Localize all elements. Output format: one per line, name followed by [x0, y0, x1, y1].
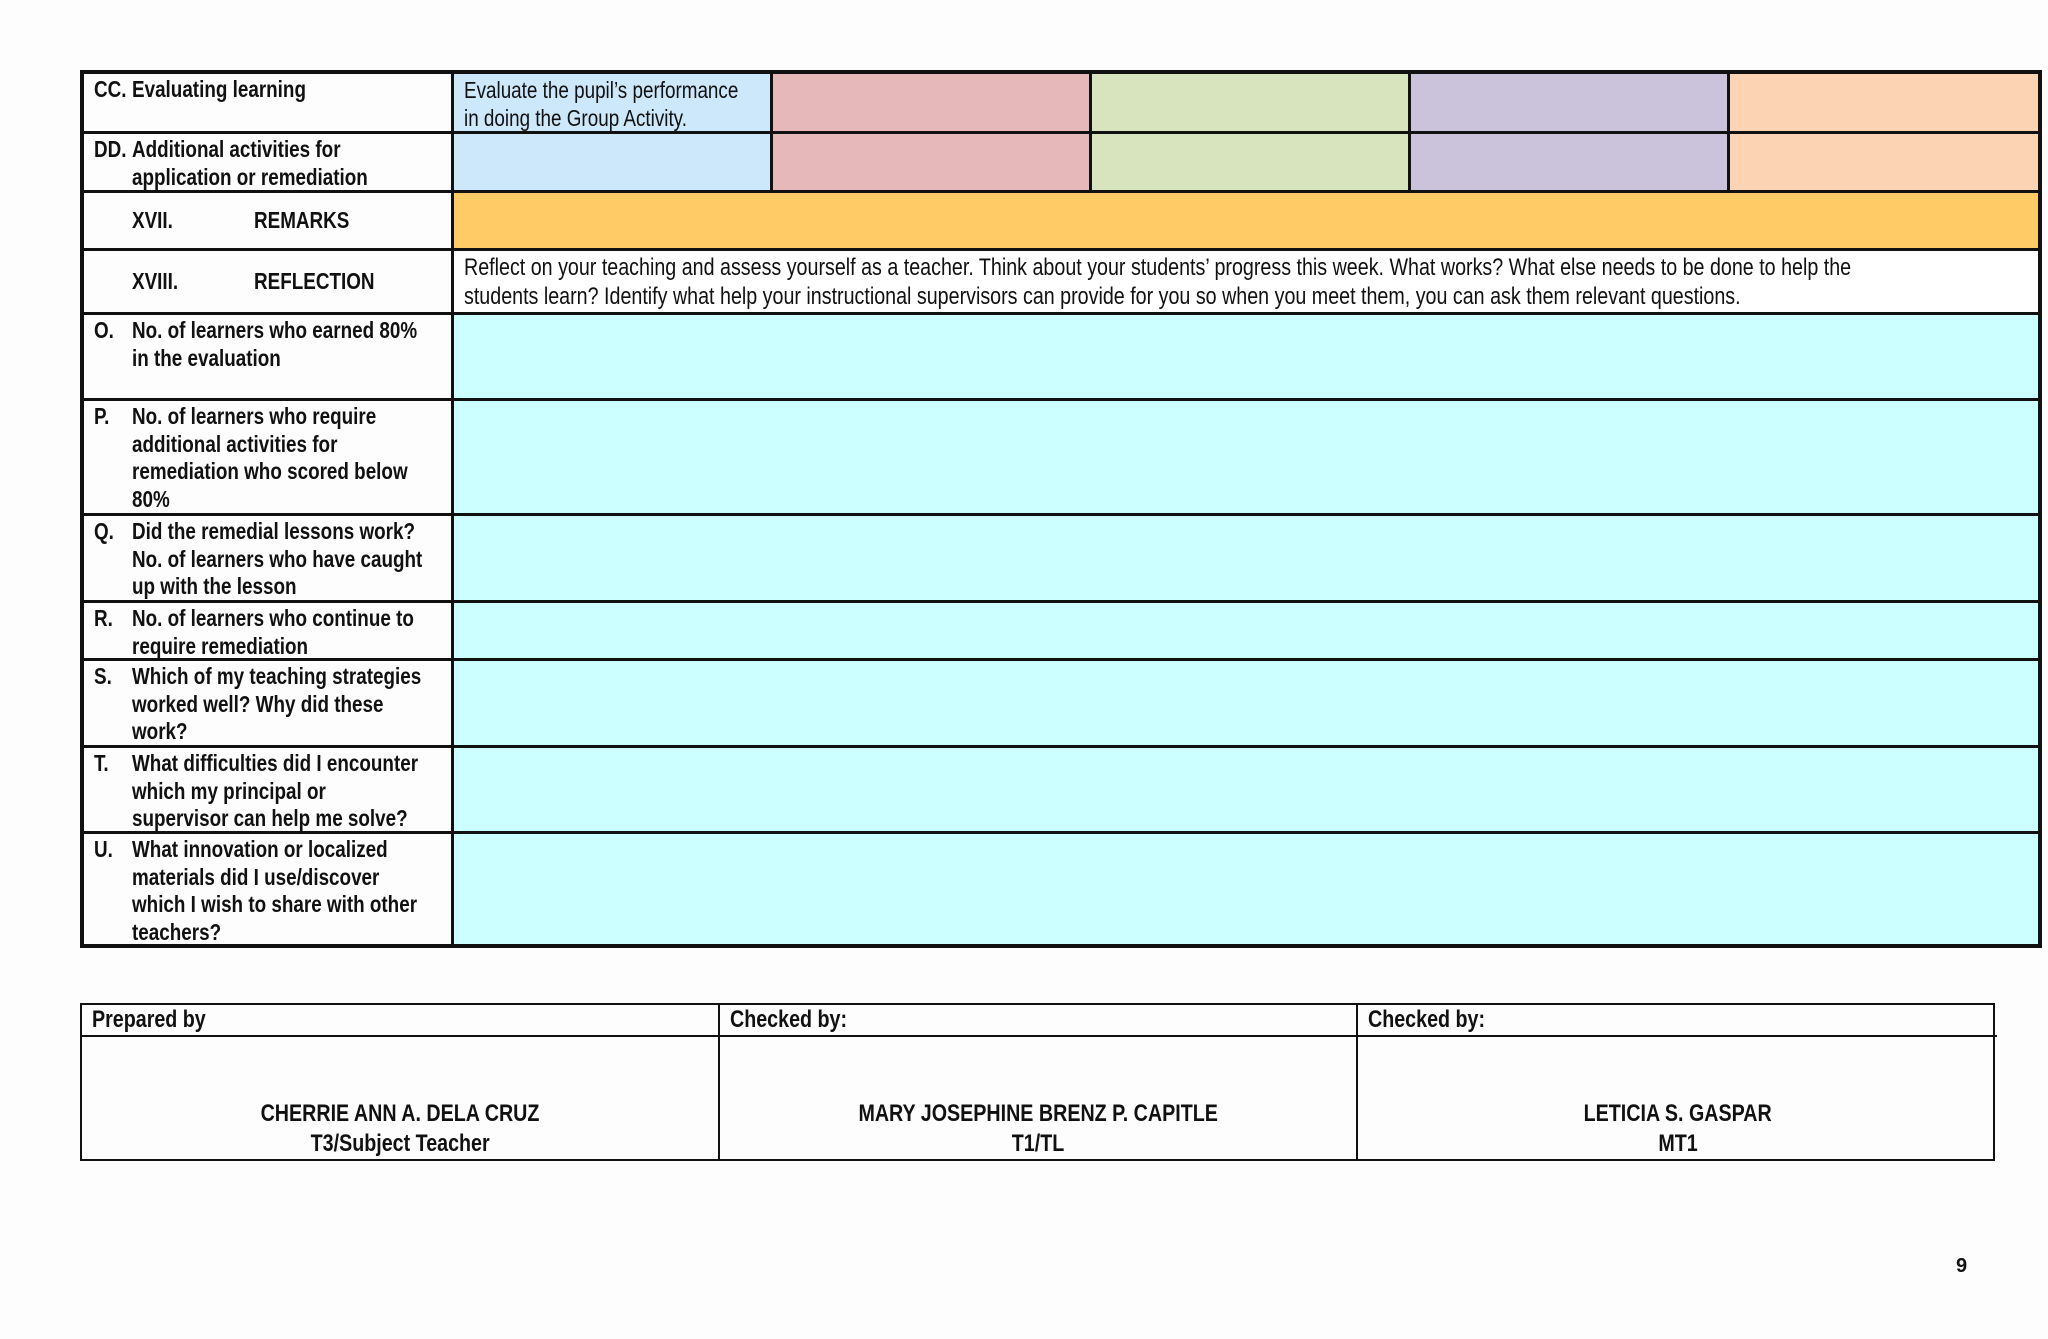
row-letter: CC.	[94, 76, 127, 102]
row-label-cell	[84, 401, 454, 513]
row-letter: R.	[94, 605, 113, 631]
remarks-cell[interactable]	[454, 193, 2038, 248]
day-1-cell[interactable]: Evaluate the pupil’s performance in doing the Group Activity.	[454, 74, 773, 131]
reflection-item-r	[84, 603, 2038, 661]
signatory-name: MARY JOSEPHINE BRENZ P. CAPITLE	[858, 1100, 1218, 1127]
row-letter: P.	[94, 403, 110, 429]
row-label-cell	[84, 661, 454, 745]
section-heading-cell	[84, 251, 454, 312]
row-label-cell	[84, 134, 454, 190]
reflection-answer-cell[interactable]	[454, 834, 2038, 944]
day-4-cell[interactable]	[1411, 74, 1730, 131]
remarks-row	[84, 193, 2038, 251]
row-label-cell	[84, 315, 454, 398]
signatures-table	[80, 1003, 1995, 1161]
row-label: No. of learners who earned 80% in the evaluation	[132, 317, 418, 371]
day-3-cell[interactable]	[1092, 74, 1411, 131]
page-number: 9	[1956, 1255, 1968, 1277]
day-5-cell[interactable]	[1730, 74, 2038, 131]
reflection-answer-cell[interactable]	[454, 516, 2038, 600]
row-letter: Q.	[94, 518, 114, 544]
signature-checked-by-2	[1358, 1005, 1997, 1159]
day-3-cell[interactable]	[1092, 134, 1411, 190]
day-cells	[454, 74, 2038, 131]
section-title: REFLECTION	[254, 267, 375, 294]
reflection-answer-cell[interactable]	[454, 315, 2038, 398]
signatory-name: CHERRIE ANN A. DELA CRUZ	[260, 1100, 540, 1127]
row-label: No. of learners who continue to require remediation	[132, 605, 414, 659]
section-heading-cell	[84, 193, 454, 248]
section-numeral: XVII.	[132, 206, 173, 233]
signatory-name: LETICIA S. GASPAR	[1583, 1100, 1772, 1127]
reflection-instructions: Reflect on your teaching and assess yourself as a teacher. Think about your students’ progress this week. What works? What else needs to be done to help the students learn? Identify what help your instructional supervisors can provide for you so when you meet them, you can ask them relevant questions.	[454, 251, 2038, 312]
reflection-item-q	[84, 516, 2038, 603]
signatory-position: T3/Subject Teacher	[310, 1130, 490, 1157]
reflection-answer-cell[interactable]	[454, 661, 2038, 745]
row-label-cell	[84, 74, 454, 131]
reflection-answer-cell[interactable]	[454, 748, 2038, 831]
reflection-item-t	[84, 748, 2038, 834]
signature-heading: Prepared by	[82, 1005, 718, 1037]
signatory-position: T1/TL	[1011, 1130, 1065, 1157]
reflection-item-p	[84, 401, 2038, 516]
row-label: No. of learners who require additional activities for remediation who scored below 80%	[132, 403, 408, 512]
reflection-item-o	[84, 315, 2038, 401]
reflection-item-s	[84, 661, 2038, 748]
reflection-answer-cell[interactable]	[454, 401, 2038, 513]
row-label: Did the remedial lessons work? No. of learners who have caught up with the lesson	[132, 518, 423, 599]
row-label: Additional activities for application or remediation	[132, 136, 368, 190]
row-label: Which of my teaching strategies worked well? Why did these work?	[132, 663, 422, 744]
signature-prepared-by	[82, 1005, 720, 1159]
signatory-position: MT1	[1657, 1130, 1698, 1157]
row-letter: DD.	[94, 136, 127, 162]
row-label-cell	[84, 516, 454, 600]
day-2-cell[interactable]	[773, 74, 1092, 131]
day-4-cell[interactable]	[1411, 134, 1730, 190]
row-letter: S.	[94, 663, 112, 689]
day-cells	[454, 134, 2038, 190]
reflection-row	[84, 251, 2038, 315]
section-title: REMARKS	[254, 206, 350, 233]
reflection-answer-cell[interactable]	[454, 603, 2038, 658]
section-numeral: XVIII.	[132, 267, 179, 294]
row-label-cell	[84, 603, 454, 658]
row-letter: U.	[94, 836, 113, 862]
row-letter: O.	[94, 317, 114, 343]
row-label: What difficulties did I encounter which my principal or supervisor can help me solve?	[132, 750, 419, 831]
procedure-row-additional-activities	[84, 134, 2038, 193]
day-1-cell[interactable]	[454, 134, 773, 190]
row-label-cell	[84, 834, 454, 944]
signature-checked-by-1	[720, 1005, 1358, 1159]
signature-heading: Checked by:	[720, 1005, 1356, 1037]
day-5-cell[interactable]	[1730, 134, 2038, 190]
row-label: What innovation or localized materials did I use/discover which I wish to share with other teachers?	[132, 836, 418, 945]
signature-heading: Checked by:	[1358, 1005, 1997, 1037]
row-label-cell	[84, 748, 454, 831]
row-letter: T.	[94, 750, 109, 776]
dll-table	[80, 70, 2042, 948]
reflection-item-u	[84, 834, 2038, 944]
row-label: Evaluating learning	[132, 76, 306, 102]
procedure-row-evaluating-learning	[84, 74, 2038, 134]
day-2-cell[interactable]	[773, 134, 1092, 190]
